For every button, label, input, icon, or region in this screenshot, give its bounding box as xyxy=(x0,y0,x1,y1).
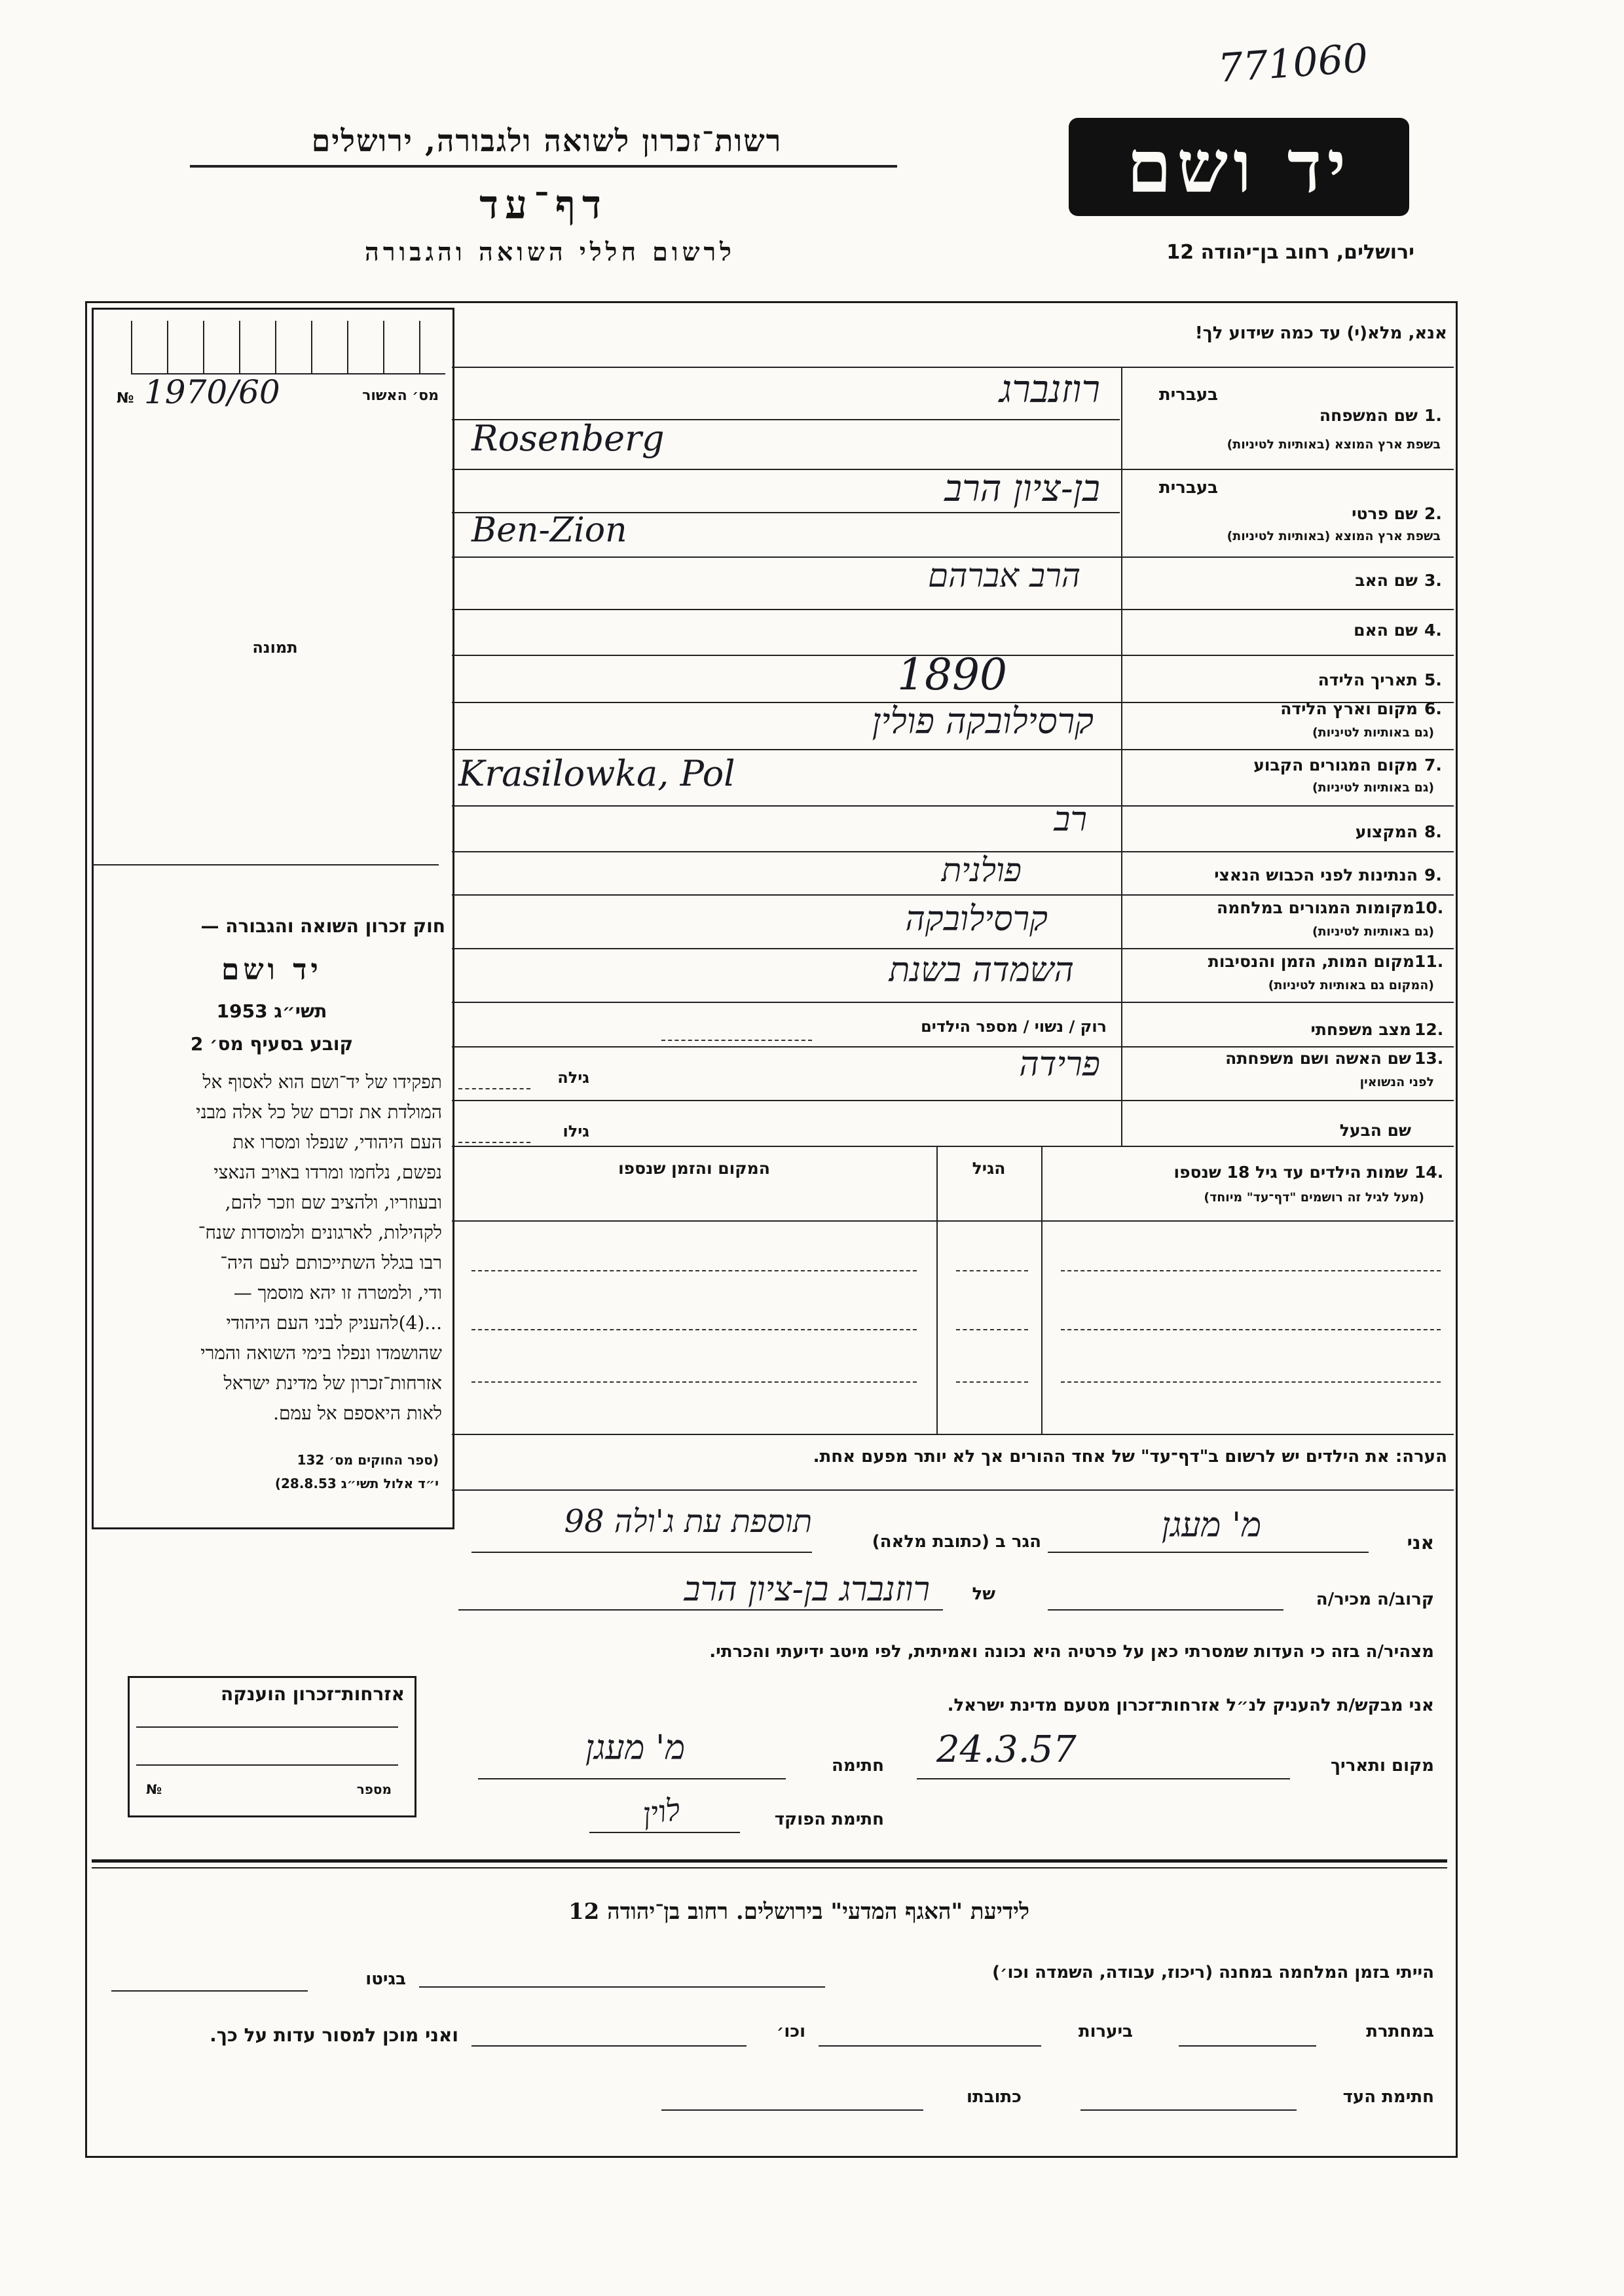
witness-sign-label: חתימת העד xyxy=(1342,2087,1434,2107)
law-line: רבו בגלל השתייכותם לעם היה־ xyxy=(220,1252,442,1273)
field-11-num: 11. xyxy=(1414,952,1444,971)
forests-label: ביערות xyxy=(1078,2022,1133,2041)
place-date-label: מקום ותאריך xyxy=(1331,1756,1434,1776)
first-name-hebrew: בן-ציון הרב xyxy=(944,467,1100,510)
field-13-num: 13. xyxy=(1414,1049,1444,1068)
no-mark: № xyxy=(117,390,134,407)
declarant-signature: מ' מעגן xyxy=(585,1728,686,1768)
field-1-sublabel: בשפת ארץ המוצא (באותיות לטיניות) xyxy=(1227,437,1441,452)
in-hebrew-2: בעברית xyxy=(1158,478,1218,498)
statement-text: מצהיר/ה בזה כי העדות שמסרתי כאן על פרטיה היא נכונה ואמיתית, לפי מיטב ידיעתי והכרתי. xyxy=(709,1642,1434,1662)
field-2-label: שם פרטי xyxy=(1352,504,1418,523)
declaration-date: 24.3.57 xyxy=(936,1728,1077,1771)
certificate-box xyxy=(128,1676,416,1817)
field-12-num: 12. xyxy=(1414,1020,1444,1039)
camp-line: הייתי בזמן המלחמה במחנה (ריכוז, עבודה, השמדה וכו׳) xyxy=(992,1963,1434,1982)
form-subtitle: לרשום חללי השואה והגבורה xyxy=(365,237,735,266)
field-6-num: 6. xyxy=(1424,699,1442,718)
label-divider xyxy=(1121,367,1122,1146)
i-label: אני xyxy=(1407,1532,1434,1554)
archive-number: 771060 xyxy=(1216,35,1370,92)
field-11-label: מקום המות, הזמן והנסיבות xyxy=(1208,952,1414,971)
logo-text: יד ושם xyxy=(1126,124,1352,209)
law-title: חוק זכרון השואה והגבורה — xyxy=(200,915,445,937)
law-name: יד ושם xyxy=(221,953,322,987)
wife-name: פרידה xyxy=(1019,1045,1100,1084)
field-13-label: שם האשה ושם משפחתה xyxy=(1225,1049,1411,1068)
field-9-label: הנתינות לפני הכבוש הנאצי xyxy=(1214,866,1418,884)
father-name: הרב אברהם xyxy=(927,556,1080,594)
law-text xyxy=(98,1067,442,1429)
law-reference-2: י״ד אלול תשי״ג 28.8.53) xyxy=(274,1476,439,1491)
field-11-sublabel: (המקום גם באותיות לטיניות) xyxy=(1268,978,1434,993)
field-5-num: 5. xyxy=(1424,670,1442,689)
officer-signature: לוין xyxy=(640,1791,683,1832)
tick-row xyxy=(131,321,445,374)
photo-label: תמונה xyxy=(252,638,298,657)
victim-reference: רוזנברג בן-ציון הרב xyxy=(684,1570,930,1609)
family-name-latin: Rosenberg xyxy=(471,418,665,459)
law-reference-1: (ספר החוקים מס׳ 132 xyxy=(297,1452,439,1468)
children-col-age: הגיל xyxy=(972,1159,1006,1178)
field-5-label: תאריך הלידה xyxy=(1318,670,1418,689)
law-year-text: 1953 xyxy=(216,1000,268,1022)
death-place: השמדה בשנת xyxy=(889,951,1074,990)
law-line: לקהילות, לארגונים ולמוסדות שנח־ xyxy=(198,1222,442,1243)
confirmation-number: 1970/60 xyxy=(144,373,280,411)
declarant-address: תוספת עת ג'ולה 98 xyxy=(564,1503,812,1540)
certificate-title: אזרחות־זכרון הוענקה xyxy=(221,1683,405,1705)
field-1-num: 1. xyxy=(1424,406,1442,425)
law-line: ודי, ולמטרה זו יהא מוסמך — xyxy=(233,1282,442,1303)
confirmation-label: מס׳ האשור xyxy=(362,388,439,404)
form-title: דף־עד xyxy=(479,182,608,228)
ready-label: ואני מוכן למסור עדות על כך. xyxy=(210,2024,458,2046)
field-3-label: שם האב xyxy=(1355,571,1418,590)
children-col-place: המקום והזמן שנספו xyxy=(618,1159,770,1178)
permanent-residence: Krasilowka, Pol xyxy=(458,753,735,794)
relative-label: קרוב/ה מכיר/ה xyxy=(1316,1590,1434,1609)
field-7-num: 7. xyxy=(1424,756,1442,774)
law-line: תפקידו של יד־ושם הוא לאסוף אל xyxy=(202,1071,442,1093)
wartime-residence: קרסילובקה xyxy=(905,900,1048,939)
address-label: כתובתו xyxy=(967,2087,1022,2107)
law-line: העם היהודי, שנפלו ומסרו את xyxy=(232,1131,442,1153)
field-9-num: 9. xyxy=(1424,866,1442,884)
law-line: שהושמדו ונפלו בימי השואה והמרי xyxy=(200,1342,442,1364)
children-num: 14. xyxy=(1414,1163,1444,1182)
field-6-sublabel: (גם באותיות לטיניות) xyxy=(1312,725,1434,740)
law-year-hebrew xyxy=(196,1000,347,1022)
field-8-num: 8. xyxy=(1424,822,1442,841)
institution-underline xyxy=(190,165,897,168)
field-2-num: 2. xyxy=(1424,504,1442,523)
law-line: נפשם, נלחמו ומרדו באויב הנאצי xyxy=(213,1161,442,1183)
children-remark: הערה: את הילדים יש לרשום ב"דף־עד" של אחד ההורים אך לא יותר מפעם אחת. xyxy=(813,1447,1447,1467)
field-10-label: מקומות המגורים במלחמה xyxy=(1217,898,1414,917)
birth-date: 1890 xyxy=(897,649,1007,700)
husband-label: שם הבעל xyxy=(1339,1121,1411,1140)
declarant-name: מ' מעגן xyxy=(1161,1506,1262,1545)
wife-age-label: גילה xyxy=(557,1068,589,1087)
field-4-label: שם האם xyxy=(1354,621,1418,640)
officer-label: חתימת הפוקד xyxy=(774,1810,884,1829)
children-title: שמות הילדים עד גיל 18 שנספו xyxy=(1173,1163,1408,1182)
law-year-hebrew-text: תשי״ג xyxy=(274,1000,327,1022)
bottom-divider-thin xyxy=(92,1867,1447,1868)
field-10-num: 10. xyxy=(1414,898,1444,917)
first-name-latin: Ben-Zion xyxy=(471,511,627,550)
law-clause: קובע בסעיף מס׳ 2 xyxy=(190,1033,354,1055)
husband-age-label: גילו xyxy=(563,1122,589,1140)
field-8-label: המקצוע xyxy=(1355,822,1418,841)
ghetto-label: בגיטו xyxy=(365,1969,406,1989)
law-line: אזרחות־זכרון של מדינת ישראל xyxy=(223,1372,442,1394)
photo-box-bottom xyxy=(92,864,439,866)
profession: רב xyxy=(1054,800,1087,839)
field-6-label: מקום וארץ הלידה xyxy=(1280,699,1418,718)
of-label: של xyxy=(972,1584,995,1604)
field-1-label: שם המשפחה xyxy=(1319,406,1418,425)
field-7-label: מקום המגורים הקבוע xyxy=(1253,756,1418,774)
field-7-sublabel: (גם באותיות לטיניות) xyxy=(1312,780,1434,795)
field-12-label: מצב משפחתי xyxy=(1310,1020,1411,1039)
law-line: לאות היאספם אל עמם. xyxy=(273,1402,442,1424)
family-name-hebrew: רוזנברג xyxy=(999,367,1100,411)
certificate-no-mark: № xyxy=(146,1781,162,1797)
birth-place: קרסילובקה פולין xyxy=(872,701,1094,742)
residing-label: הגר ב (כתובת מלאה) xyxy=(872,1532,1041,1552)
institution-name: רשות־זכרון לשואה ולגבורה, ירושלים xyxy=(311,123,783,158)
in-hebrew-1: בעברית xyxy=(1158,385,1218,405)
etc-label: וכו׳ xyxy=(776,2022,805,2041)
instruction: אנא, מלא(י) עד כמה שידוע לך! xyxy=(1194,323,1447,343)
children-note: (מעל לגיל זה רושמים "דף־עד" מיוחד) xyxy=(1204,1190,1424,1205)
law-line: ובעוזריו, ולהציב שם וזכר להם, xyxy=(225,1192,442,1213)
request-text: אני מבקש/ת להעניק לנ״ל אזרחות־זכרון מטעם מדינת ישראל. xyxy=(947,1696,1434,1715)
yad-vashem-logo xyxy=(1069,118,1409,216)
field-13-sublabel: לפני הנשואין xyxy=(1359,1075,1434,1089)
field-10-sublabel: (גם באותיות לטיניות) xyxy=(1312,924,1434,939)
institution-address: ירושלים, רחוב בן־יהודה 12 xyxy=(1166,241,1414,264)
law-line: המולדת את זכרם של כל אלה מבני xyxy=(196,1101,442,1123)
law-line: ...(4)להעניק לבני העם היהודי xyxy=(226,1312,442,1334)
certificate-number-label: מספר xyxy=(356,1781,392,1797)
archive-title: לידיעת "האגף המדעי" בירושלים. רחוב בן־יהודה 12 xyxy=(568,1899,1029,1925)
nationality: פולנית xyxy=(941,851,1022,889)
hiding-label: במחתרת xyxy=(1366,2022,1434,2041)
bottom-divider xyxy=(92,1859,1447,1863)
signature-label: חתימה xyxy=(832,1756,884,1776)
marital-status-options: רוק / נשוי / מספר הילדים xyxy=(921,1017,1107,1036)
field-2-sublabel: בשפת ארץ המוצא (באותיות לטיניות) xyxy=(1227,529,1441,543)
field-3-num: 3. xyxy=(1424,571,1442,590)
field-4-num: 4. xyxy=(1424,621,1442,640)
